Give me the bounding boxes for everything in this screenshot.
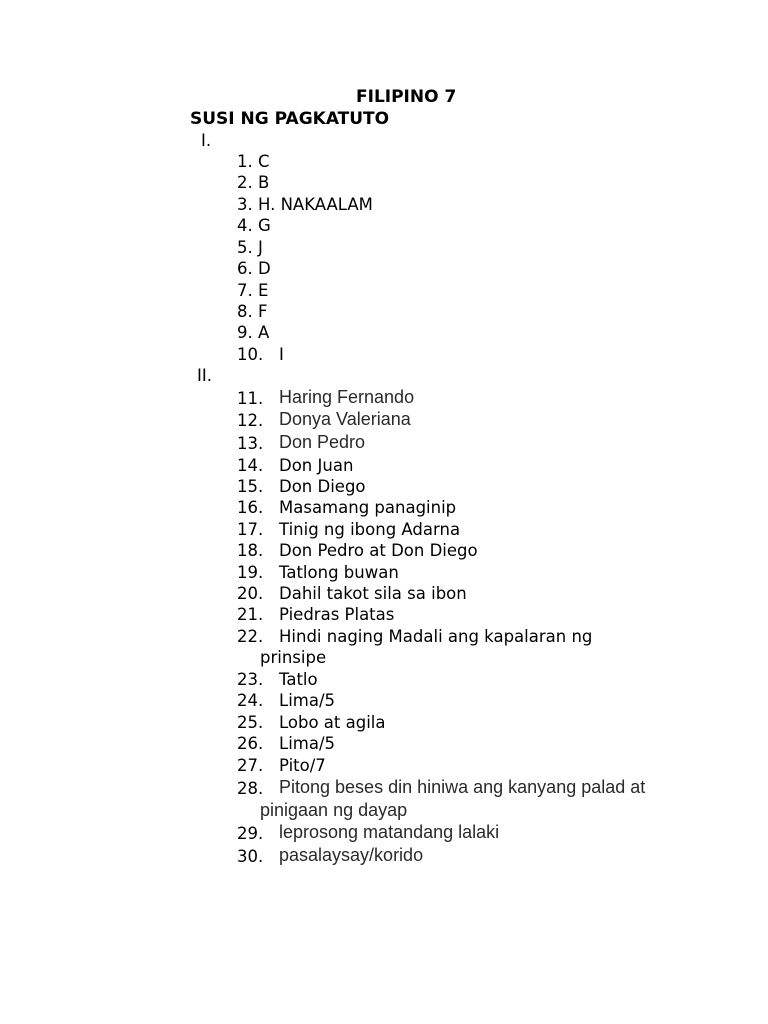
list-item-number: 28. xyxy=(237,779,264,798)
list-item-number: 21. xyxy=(237,605,264,624)
list-item-number: 25. xyxy=(237,713,264,732)
list-item-number: 24. xyxy=(237,691,264,710)
list-item: 6. D xyxy=(237,259,271,278)
list-item-number: 20. xyxy=(237,584,264,603)
list-item-number: 29. xyxy=(237,824,264,843)
list-item-number: 23. xyxy=(237,670,264,689)
list-item-answer: Lima/5 xyxy=(279,691,336,710)
list-item-answer: Tatlong buwan xyxy=(279,563,399,582)
list-item-answer: Tinig ng ibong Adarna xyxy=(279,520,461,539)
list-item-answer: Haring Fernando xyxy=(279,387,415,407)
list-item-answer: Don Pedro xyxy=(279,432,366,452)
list-item-answer: leprosong matandang lalaki xyxy=(279,822,500,842)
list-item-number: 12. xyxy=(237,411,264,430)
list-item-answer: Dahil takot sila sa ibon xyxy=(279,584,467,603)
list-item-answer: I xyxy=(279,345,284,364)
list-item-answer: Masamang panaginip xyxy=(279,498,457,517)
list-item-number: 16. xyxy=(237,498,264,517)
list-item-number: 10. xyxy=(237,345,264,364)
list-item-answer-continued: prinsipe xyxy=(260,648,327,667)
list-item-answer: Tatlo xyxy=(279,670,318,689)
list-item-answer: Don Diego xyxy=(279,477,366,496)
list-item-number: 13. xyxy=(237,434,264,453)
list-item-number: 15. xyxy=(237,477,264,496)
list-item-answer: pasalaysay/korido xyxy=(279,845,424,865)
list-item-number: 11. xyxy=(237,389,264,408)
list-item: 5. J xyxy=(237,238,263,257)
list-item-number: 18. xyxy=(237,541,264,560)
page-title: FILIPINO 7 xyxy=(356,87,457,107)
list-item-answer: Donya Valeriana xyxy=(279,409,411,429)
list-item-number: 14. xyxy=(237,456,264,475)
list-item-answer: Lima/5 xyxy=(279,734,336,753)
list-item: 2. B xyxy=(237,173,270,192)
list-item: 8. F xyxy=(237,302,268,321)
list-item: 7. E xyxy=(237,281,269,300)
list-item-number: 30. xyxy=(237,847,264,866)
section-label-2: II. xyxy=(197,366,212,385)
list-item: 9. A xyxy=(237,323,270,342)
list-item-number: 27. xyxy=(237,756,264,775)
list-item-answer: Lobo at agila xyxy=(279,713,386,732)
list-item-answer: Don Pedro at Don Diego xyxy=(279,541,478,560)
list-item-answer: Hindi naging Madali ang kapalaran ng xyxy=(279,627,593,646)
list-item-answer: Don Juan xyxy=(279,456,354,475)
list-item-answer: Pito/7 xyxy=(279,756,326,775)
list-item: 3. H. NAKAALAM xyxy=(237,195,373,214)
list-item: 4. G xyxy=(237,216,271,235)
section-label-1: I. xyxy=(201,131,212,150)
list-item-number: 22. xyxy=(237,627,264,646)
list-item-number: 19. xyxy=(237,563,264,582)
list-item-number: 26. xyxy=(237,734,264,753)
list-item-answer: Piedras Platas xyxy=(279,605,395,624)
page-subtitle: SUSI NG PAGKATUTO xyxy=(190,109,390,129)
list-item-answer: Pitong beses din hiniwa ang kanyang palad at xyxy=(279,777,646,797)
list-item: 1. C xyxy=(237,152,270,171)
list-item-answer-continued: pinigaan ng dayap xyxy=(260,800,408,820)
list-item-number: 17. xyxy=(237,520,264,539)
